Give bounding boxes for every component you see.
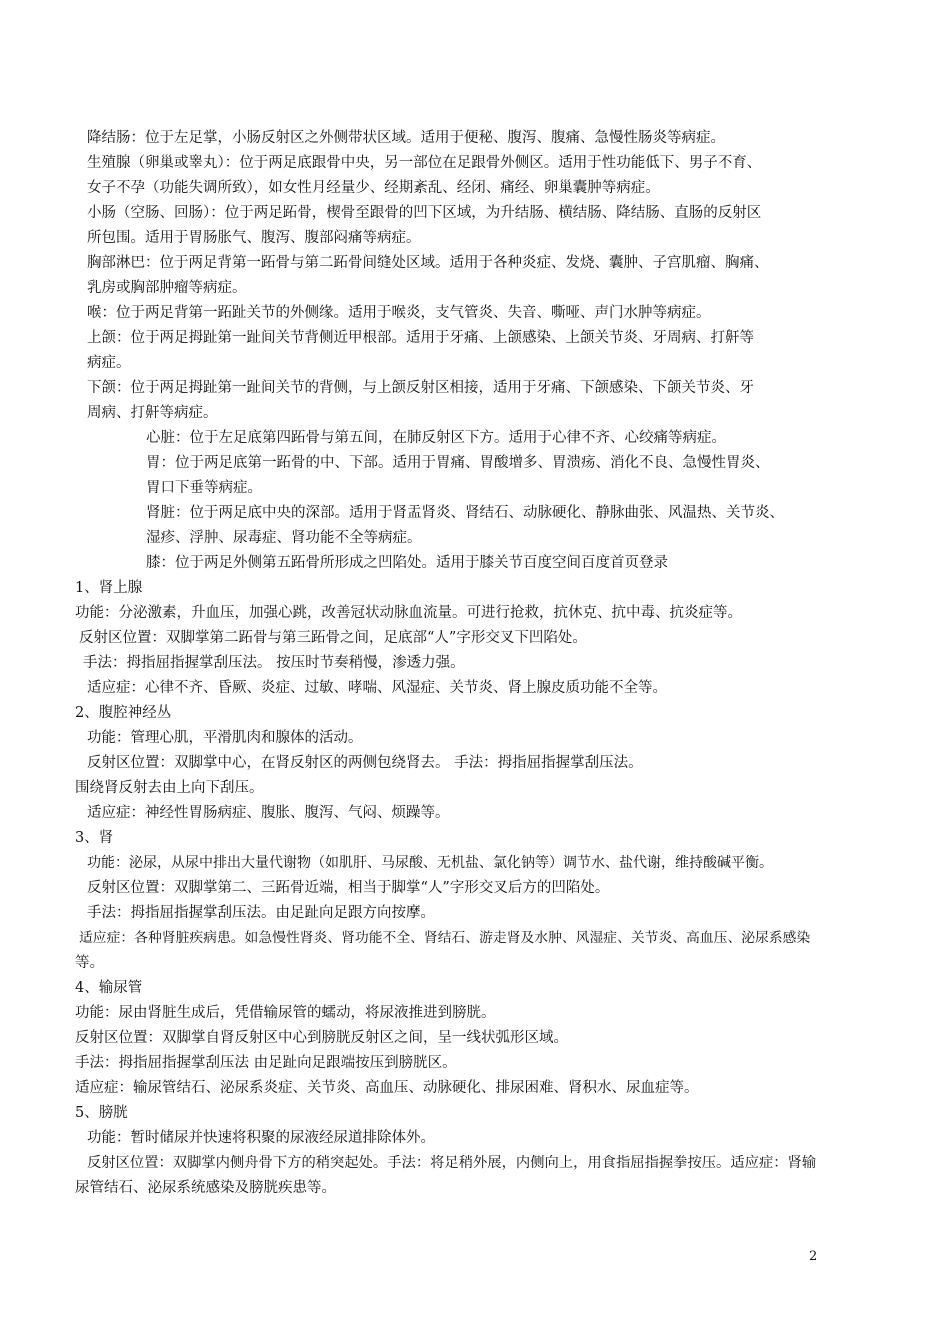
section-heading: 4、输尿管 bbox=[75, 980, 143, 996]
text-line: 等。 bbox=[75, 955, 104, 971]
text-line: 手法：拇指屈指握掌刮压法 由足趾向足跟端按压到膀胱区。 bbox=[75, 1055, 457, 1071]
section-heading: 2、腹腔神经丛 bbox=[75, 705, 172, 721]
text-line: 手法：拇指屈指握掌刮压法。由足趾向足跟方向按摩。 bbox=[87, 905, 435, 921]
text-line: 适应症：各种肾脏疾病患。如急慢性肾炎、肾功能不全、肾结石、游走肾及水肿、风湿症、关节炎、高血压、泌尿系感染 bbox=[79, 930, 811, 946]
text-line: 功能：暂时储尿并快速将积聚的尿液经尿道排除体外。 bbox=[87, 1130, 435, 1146]
text-line: 心脏：位于左足底第四跖骨与第五间，在肺反射区下方。适用于心律不齐、心绞痛等病症。 bbox=[146, 430, 726, 446]
text-line: 适应症：神经性胃肠病症、腹胀、腹泻、气闷、烦躁等。 bbox=[87, 805, 450, 821]
text-line: 周病、打鼾等病症。 bbox=[87, 405, 218, 421]
text-line: 反射区位置：双脚掌第二、三跖骨近端，相当于脚掌“人”字形交叉后方的凹陷处。 bbox=[87, 880, 610, 896]
text-line: 乳房或胸部肿瘤等病症。 bbox=[87, 280, 247, 296]
text-line: 小肠（空肠、回肠）：位于两足跖骨，楔骨至跟骨的凹下区域，为升结肠、横结肠、降结肠、直肠的反射区 bbox=[87, 205, 762, 221]
text-line: 尿管结石、泌尿系统感染及膀胱疾患等。 bbox=[75, 1180, 336, 1196]
text-line: 功能：尿由肾脏生成后，凭借输尿管的蠕动，将尿液推进到膀胱。 bbox=[75, 1005, 496, 1021]
section-heading: 5、膀胱 bbox=[75, 1105, 128, 1121]
text-line: 适应症：心律不齐、昏厥、炎症、过敏、哮喘、风湿症、关节炎、肾上腺皮质功能不全等。 bbox=[87, 680, 667, 696]
text-line: 胃：位于两足底第一跖骨的中、下部。适用于胃痛、胃酸增多、胃溃疡、消化不良、急慢性胃炎、 bbox=[146, 455, 770, 471]
text-line: 功能：管理心肌，平滑肌肉和腺体的活动。 bbox=[87, 730, 363, 746]
text-line: 喉：位于两足背第一跖趾关节的外侧缘。适用于喉炎，支气管炎、失音、嘶哑、声门水肿等病症。 bbox=[87, 305, 711, 321]
page-number: 2 bbox=[809, 1249, 818, 1264]
text-line: 所包围。适用于胃肠胀气、腹泻、腹部闷痛等病症。 bbox=[87, 230, 421, 246]
section-heading: 1、肾上腺 bbox=[75, 580, 143, 596]
text-line: 女子不孕（功能失调所致），如女性月经量少、经期紊乱、经闭、痛经、卵巢囊肿等病症。 bbox=[87, 180, 660, 196]
text-line: 上颌：位于两足拇趾第一趾间关节背侧近甲根部。适用于牙痛、上颌感染、上颌关节炎、牙周病、打鼾等 bbox=[87, 330, 754, 346]
text-line: 膝：位于两足外侧第五跖骨所形成之凹陷处。适用于膝关节百度空间百度首页登录 bbox=[146, 555, 668, 571]
text-line: 反射区位置：双脚掌中心，在肾反射区的两侧包绕肾去。 手法：拇指屈指握掌刮压法。 bbox=[87, 755, 643, 771]
text-line: 胸部淋巴：位于两足背第一跖骨与第二跖骨间缝处区域。适用于各种炎症、发烧、囊肿、子宫肌瘤、胸痛、 bbox=[87, 255, 769, 271]
text-line: 手法：拇指屈指握掌刮压法。 按压时节奏稍慢，渗透力强。 bbox=[83, 655, 465, 671]
text-line: 病症。 bbox=[87, 355, 131, 371]
text-line: 下颌：位于两足拇趾第一趾间关节的背侧，与上颌反射区相接，适用于牙痛、下颌感染、下颌关节炎、牙 bbox=[87, 380, 754, 396]
text-line: 胃口下垂等病症。 bbox=[146, 480, 262, 496]
text-line: 围绕肾反射去由上向下刮压。 bbox=[75, 780, 264, 796]
text-line: 肾脏：位于两足底中央的深部。适用于肾盂肾炎、肾结石、动脉硬化、静脉曲张、风温热、关节炎、 bbox=[146, 505, 784, 521]
text-line: 降结肠：位于左足掌，小肠反射区之外侧带状区域。适用于便秘、腹泻、腹痛、急慢性肠炎等病症。 bbox=[87, 130, 725, 146]
text-line: 反射区位置：双脚掌内侧舟骨下方的稍突起处。手法：将足稍外展，内侧向上，用食指屈指握拳按压。适应症：肾输 bbox=[87, 1155, 817, 1171]
text-line: 功能：分泌激素，升血压，加强心跳，改善冠状动脉血流量。可进行抢救，抗休克、抗中毒、抗炎症等。 bbox=[75, 605, 742, 621]
text-line: 适应症：输尿管结石、泌尿系炎症、关节炎、高血压、动脉硬化、排尿困难、肾积水、尿血症等。 bbox=[75, 1080, 699, 1096]
text-line: 湿疹、浮肿、尿毒症、肾功能不全等病症。 bbox=[146, 530, 422, 546]
section-heading: 3、肾 bbox=[75, 830, 114, 846]
text-line: 功能：泌尿，从尿中排出大量代谢物（如肌肝、马尿酸、无机盐、氯化钠等）调节水、盐代谢，维持酸碱平衡。 bbox=[87, 855, 773, 871]
text-line: 反射区位置：双脚掌第二跖骨与第三跖骨之间，足底部“人”字形交叉下凹陷处。 bbox=[79, 630, 587, 646]
text-line: 生殖腺（卵巢或睾丸）：位于两足底跟骨中央，另一部位在足跟骨外侧区。适用于性功能低下、男子不育、 bbox=[87, 155, 762, 171]
text-line: 反射区位置：双脚掌自肾反射区中心到膀胱反射区之间，呈一线状弧形区域。 bbox=[75, 1030, 568, 1046]
